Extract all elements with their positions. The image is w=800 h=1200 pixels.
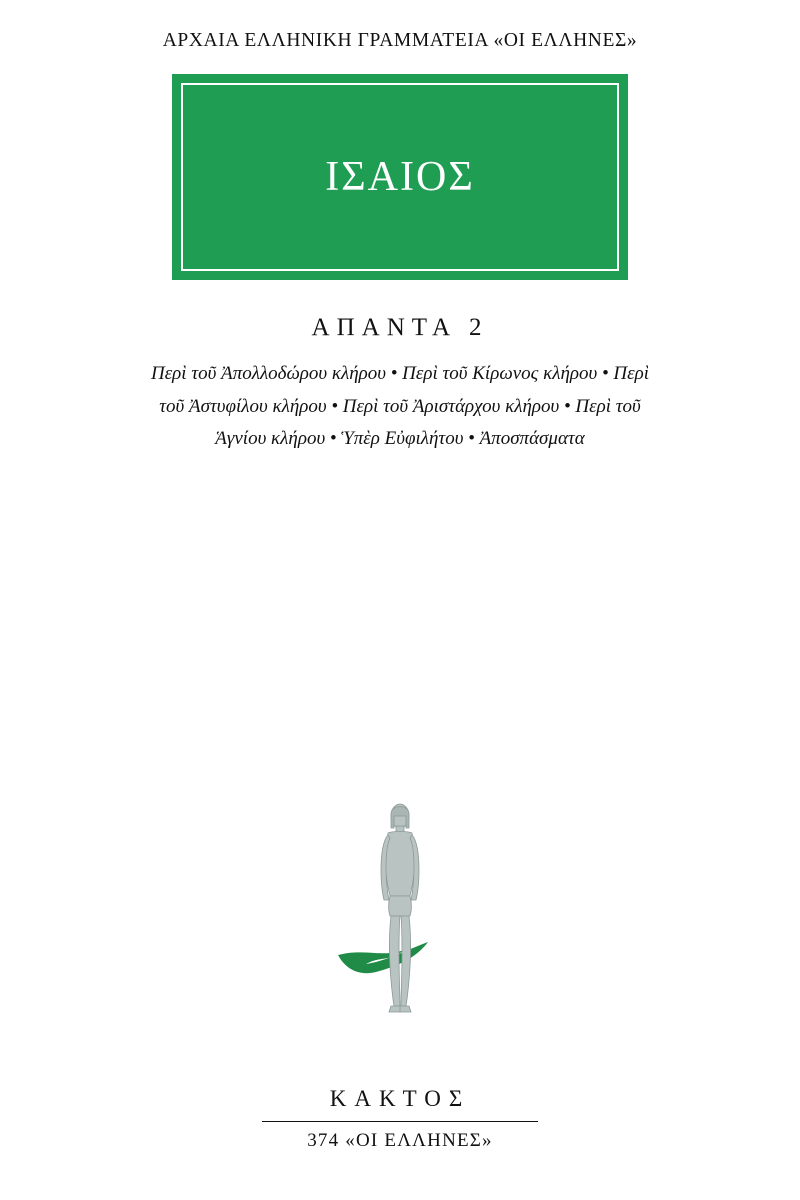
publisher-name: ΚΑΚΤΟΣ [329,1085,471,1111]
statue-body [381,804,419,1012]
author-name: ΙΣΑΙΟΣ [325,154,475,200]
series-header: ΑΡΧΑΙΑ ΕΛΛΗΝΙΚΗ ΓΡΑΜΜΑΤΕΙΑ «ΟΙ ΕΛΛΗΝΕΣ» [162,30,638,51]
title-box-inner-border [181,83,619,271]
footer-divider [262,1121,538,1123]
illustration-container [0,800,800,1025]
kouros-statue-illustration [320,800,480,1025]
title-box [172,74,628,280]
footer [0,1086,800,1153]
series-number: 374 «ΟΙ ΕΛΛΗΝΕΣ» [307,1130,493,1151]
volume-label: ΑΠΑΝΤΑ 2 [311,314,489,341]
green-brush-stroke [338,942,428,973]
contents-list: Περὶ τοῦ Ἀπολλοδώρου κλήρου • Περὶ τοῦ Κίρωνος κλήρου • Περὶ τοῦ Ἀστυφίλου κλήρου • Περὶ τοῦ Ἀριστάρχου κλήρου • Περὶ τοῦ Ἁγνίου κλήρου • Ὑπὲρ Εὐφιλήτου • Ἀποσπάσματα [150,363,650,450]
